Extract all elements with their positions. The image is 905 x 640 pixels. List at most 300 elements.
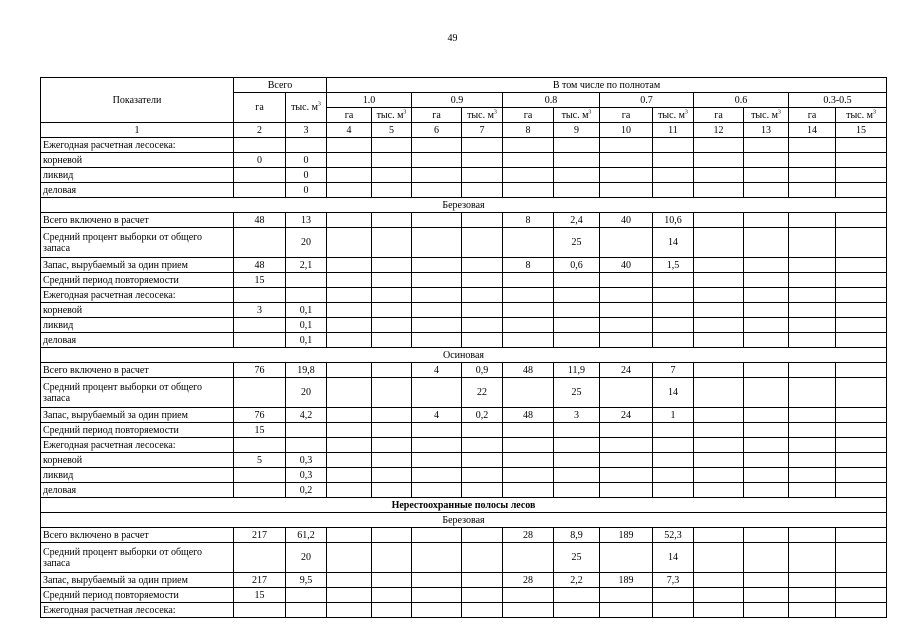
table-cell [327,528,372,543]
table-cell [600,588,653,603]
table-cell [327,168,372,183]
forest-cut-table [40,77,887,618]
table-cell [412,588,462,603]
table-cell [694,603,744,618]
column-number: 14 [789,123,836,138]
column-number: 5 [372,123,412,138]
table-cell [372,438,412,453]
table-cell: 25 [554,543,600,573]
table-cell [462,168,503,183]
table-cell [412,288,462,303]
table-cell [503,468,554,483]
table-cell: 8,9 [554,528,600,543]
table-cell [412,183,462,198]
table-cell: 10,6 [653,213,694,228]
table-cell [554,273,600,288]
table-cell [694,153,744,168]
table-cell [412,303,462,318]
table-cell [789,228,836,258]
row-label: корневой [41,303,234,318]
table-cell [234,138,286,153]
table-row [41,603,887,618]
table-row [41,468,887,483]
table-cell [462,588,503,603]
table-cell [554,468,600,483]
table-cell [836,573,887,588]
table-cell: 20 [286,228,327,258]
table-cell [554,138,600,153]
column-number: 6 [412,123,462,138]
table-cell [462,213,503,228]
table-cell [653,333,694,348]
column-number: 4 [327,123,372,138]
table-cell [600,483,653,498]
table-cell [412,378,462,408]
row-label: Ежегодная расчетная лесосека: [41,288,234,303]
table-cell [600,318,653,333]
table-cell [412,423,462,438]
table-cell [372,408,412,423]
table-cell [554,483,600,498]
table-cell [789,273,836,288]
table-row [41,228,887,258]
table-cell [462,483,503,498]
table-cell [327,543,372,573]
row-label: Средний период повторяемости [41,588,234,603]
table-cell [234,438,286,453]
table-cell: 28 [503,528,554,543]
table-cell [789,378,836,408]
section-row [41,498,887,513]
table-cell [836,468,887,483]
row-label: корневой [41,153,234,168]
table-cell: 2,1 [286,258,327,273]
column-number: 2 [234,123,286,138]
table-cell [372,288,412,303]
table-cell [653,183,694,198]
table-row [41,573,887,588]
table-cell [653,303,694,318]
table-cell [503,378,554,408]
table-cell [327,378,372,408]
row-label: деловая [41,333,234,348]
table-cell [600,138,653,153]
table-cell [372,333,412,348]
table-cell: 48 [234,213,286,228]
table-cell: 0 [234,153,286,168]
unit-volume-header: тыс. $м^3$ [286,93,327,123]
table-cell [694,468,744,483]
row-label: Средний процент выборки от общего запаса [41,378,234,408]
table-cell [503,453,554,468]
table-row [41,168,887,183]
table-cell: 189 [600,573,653,588]
table-cell [653,168,694,183]
unit-ha-header: га [789,108,836,123]
table-cell [600,153,653,168]
table-cell: 0,9 [462,363,503,378]
table-cell [554,603,600,618]
table-cell [836,213,887,228]
table-cell [503,603,554,618]
column-number: 3 [286,123,327,138]
table-cell [789,588,836,603]
table-cell [789,468,836,483]
table-cell [412,153,462,168]
section-row [41,513,887,528]
table-row [41,183,887,198]
table-cell: 19,8 [286,363,327,378]
row-label: Запас, вырубаемый за один прием [41,408,234,423]
table-cell [372,453,412,468]
column-number: 15 [836,123,887,138]
table-cell: 0,1 [286,303,327,318]
section-title: Березовая [41,513,887,528]
table-cell [412,528,462,543]
table-cell [327,258,372,273]
table-cell [836,138,887,153]
table-cell: 15 [234,588,286,603]
row-label: корневой [41,453,234,468]
table-cell [836,543,887,573]
table-cell [789,438,836,453]
table-cell: 5 [234,453,286,468]
table-cell [694,363,744,378]
table-cell [462,573,503,588]
unit-superscript: 3 [684,109,688,116]
table-cell [372,468,412,483]
table-cell: 9,5 [286,573,327,588]
table-cell [412,318,462,333]
table-cell: 0 [286,168,327,183]
table-cell [462,333,503,348]
table-cell [286,423,327,438]
table-cell [412,603,462,618]
unit-ha-header: га [234,93,286,123]
table-cell [600,423,653,438]
table-cell [653,438,694,453]
table-cell: 8 [503,213,554,228]
table-cell: 25 [554,378,600,408]
column-number: 12 [694,123,744,138]
table-cell [836,153,887,168]
page-number: 49 [447,33,458,44]
table-cell [694,438,744,453]
table-cell [789,168,836,183]
table-cell [462,153,503,168]
table-cell [744,273,789,288]
table-cell: 22 [462,378,503,408]
table-cell: 0,1 [286,333,327,348]
table-cell [600,438,653,453]
table-cell [503,333,554,348]
table-cell [653,483,694,498]
table-cell: 4 [412,363,462,378]
column-number: 10 [600,123,653,138]
table-cell [789,423,836,438]
column-number: 1 [41,123,234,138]
table-cell [694,588,744,603]
column-number: 7 [462,123,503,138]
table-cell [372,483,412,498]
table-cell [554,333,600,348]
row-label: Ежегодная расчетная лесосека: [41,603,234,618]
row-label: Средний период повторяемости [41,273,234,288]
table-cell [412,138,462,153]
row-label: ликвид [41,168,234,183]
table-cell [836,378,887,408]
table-cell [744,213,789,228]
section-title: Нерестоохранные полосы лесов [41,498,887,513]
table-cell [372,588,412,603]
table-cell: 0,1 [286,318,327,333]
table-cell [744,258,789,273]
unit-volume-header: тыс. $м^3$ [372,108,412,123]
table-cell [744,528,789,543]
column-number: 8 [503,123,554,138]
table-cell [789,453,836,468]
row-label: Всего включено в расчет [41,528,234,543]
table-cell: 40 [600,213,653,228]
table-cell [234,603,286,618]
table-cell [234,543,286,573]
table-cell [554,153,600,168]
table-cell: 28 [503,573,554,588]
table-cell [327,588,372,603]
row-label: Средний процент выборки от общего запаса [41,228,234,258]
table-row [41,363,887,378]
density-header: 0.8 [503,93,600,108]
table-cell [653,318,694,333]
table-cell [412,258,462,273]
table-row [41,318,887,333]
table-cell [789,258,836,273]
table-cell [372,318,412,333]
table-cell [836,528,887,543]
table-cell: 217 [234,528,286,543]
table-cell [836,183,887,198]
table-cell [372,273,412,288]
table-cell [744,468,789,483]
table-cell [234,468,286,483]
density-header: 1.0 [327,93,412,108]
table-cell [694,333,744,348]
table-cell [600,303,653,318]
table-cell [462,228,503,258]
table-cell: 0,3 [286,453,327,468]
table-cell [503,303,554,318]
table-cell: 14 [653,543,694,573]
column-number-row [41,123,887,138]
table-cell [554,303,600,318]
table-cell [789,318,836,333]
table-cell [554,318,600,333]
table-row [41,273,887,288]
table-cell: 13 [286,213,327,228]
table-cell [836,453,887,468]
table-cell [503,228,554,258]
table-cell [694,483,744,498]
row-label: Запас, вырубаемый за один прием [41,573,234,588]
table-cell [327,453,372,468]
table-cell [694,408,744,423]
table-cell [462,603,503,618]
table-cell [694,138,744,153]
table-cell [694,288,744,303]
row-label: Средний процент выборки от общего запаса [41,543,234,573]
table-cell [653,468,694,483]
table-cell [234,378,286,408]
table-cell [234,168,286,183]
table-cell [836,288,887,303]
table-cell: 1 [653,408,694,423]
section-title: Осиновая [41,348,887,363]
table-cell: 3 [554,408,600,423]
unit-superscript: 3 [317,101,321,108]
table-cell: 0,2 [462,408,503,423]
table-cell [503,423,554,438]
row-label: Запас, вырубаемый за один прием [41,258,234,273]
table-cell [503,483,554,498]
table-cell: 0,2 [286,483,327,498]
table-cell [789,333,836,348]
unit-ha-header: га [327,108,372,123]
table-cell [653,453,694,468]
table-cell [789,303,836,318]
table-cell: 217 [234,573,286,588]
table-cell [412,168,462,183]
table-cell: 8 [503,258,554,273]
unit-ha-header: га [694,108,744,123]
section-row [41,198,887,213]
table-cell [372,228,412,258]
table-cell [744,228,789,258]
table-cell [554,453,600,468]
table-row [41,303,887,318]
table-cell [694,543,744,573]
table-cell: 61,2 [286,528,327,543]
column-number: 9 [554,123,600,138]
table-cell [789,183,836,198]
column-number: 11 [653,123,694,138]
table-cell [286,603,327,618]
table-cell [744,138,789,153]
table-cell [836,408,887,423]
table-cell [372,528,412,543]
table-cell: 2,4 [554,213,600,228]
table-cell [836,603,887,618]
table-cell [694,183,744,198]
total-header: Всего [234,78,327,93]
table-cell [836,168,887,183]
table-cell [789,603,836,618]
table-cell [286,588,327,603]
table-cell [327,423,372,438]
unit-superscript: 3 [493,109,497,116]
row-label: ликвид [41,468,234,483]
table-cell [694,453,744,468]
table-cell [234,483,286,498]
table-row [41,438,887,453]
table-cell [744,363,789,378]
table-cell [600,333,653,348]
table-cell [412,453,462,468]
table-cell: 40 [600,258,653,273]
row-label: Всего включено в расчет [41,213,234,228]
table-cell: 48 [234,258,286,273]
table-cell [836,483,887,498]
unit-volume-header: тыс. $м^3$ [836,108,887,123]
table-cell [836,333,887,348]
section-row [41,348,887,363]
table-cell [372,603,412,618]
row-label: деловая [41,183,234,198]
table-cell [372,183,412,198]
table-cell [462,138,503,153]
table-cell [412,483,462,498]
table-cell [836,303,887,318]
table-cell [836,273,887,288]
table-cell: 11,9 [554,363,600,378]
table-row [41,483,887,498]
table-cell [600,228,653,258]
table-cell [234,318,286,333]
table-cell [744,603,789,618]
table-cell [694,423,744,438]
table-cell [600,168,653,183]
unit-superscript: 3 [588,109,592,116]
table-body [41,138,887,618]
unit-volume-header: тыс. $м^3$ [744,108,789,123]
table-cell [327,273,372,288]
table-cell [372,378,412,408]
table-cell [744,543,789,573]
table-cell [412,543,462,573]
table-cell [744,378,789,408]
table-cell [836,258,887,273]
row-label: ликвид [41,318,234,333]
table-cell [234,288,286,303]
table-cell [653,138,694,153]
table-cell [554,168,600,183]
unit-volume-header: тыс. $м^3$ [462,108,503,123]
table-cell [744,183,789,198]
density-header: 0.9 [412,93,503,108]
table-cell [653,423,694,438]
table-cell [744,168,789,183]
table-cell [462,543,503,573]
table-cell [503,438,554,453]
table-cell [694,378,744,408]
table-cell [600,603,653,618]
table-row [41,453,887,468]
table-cell: 76 [234,408,286,423]
table-cell: 7 [653,363,694,378]
unit-superscript: 3 [872,109,876,116]
table-cell [600,453,653,468]
table-cell [234,333,286,348]
table-cell: 25 [554,228,600,258]
table-row [41,213,887,228]
table-cell: 20 [286,378,327,408]
table-cell [694,228,744,258]
row-label: Всего включено в расчет [41,363,234,378]
table-cell [286,138,327,153]
table-cell [744,408,789,423]
table-cell [503,138,554,153]
table-cell [503,588,554,603]
density-header: 0.6 [694,93,789,108]
